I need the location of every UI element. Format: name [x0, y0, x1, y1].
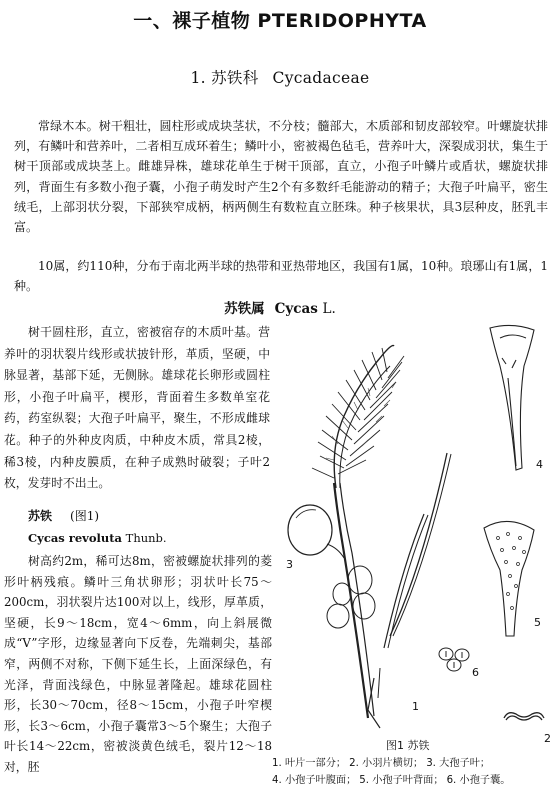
microsporophyll-ventral-drawing [490, 325, 534, 470]
leaflet-cross-section-drawing [504, 713, 544, 720]
legend-item-5: 5. 小孢子叶背面； [359, 774, 444, 786]
figure-label-2: 2 [544, 732, 551, 745]
chapter-title: 一、裸子植物 PTERIDOPHYTA [133, 10, 427, 32]
leaf-fragment-drawing [368, 453, 451, 728]
family-distribution: 10属，约110种，分布于南北两半球的热带和亚热带地区，我国有1属，10种。琅琊山有1属，1种。 [14, 259, 548, 294]
microsporophyll-dorsal-drawing [484, 521, 534, 636]
genus-description: 树干圆柱形，直立，密被宿存的木质叶基。营养叶的羽状裂片线形或状披针形，革质，坚硬，中脉显著，基部下延，无侧脉。雄球花长卵形或圆柱形，小孢子叶扁平，楔形，背面着生多数单室花药，药室纵裂；大孢子叶扁平，聚生，不形成雌球花。种子的外种皮肉质，中种皮木质，常具2棱，稀3棱，内种皮膜质，在种子成熟时破裂；子叶2枚，发芽时不出土。 [4, 325, 270, 491]
figure-legend [272, 756, 558, 789]
legend-item-4: 4. 小孢子叶腹面； [272, 774, 357, 786]
figure-reference: (图1) [70, 509, 100, 523]
family-heading [0, 66, 560, 88]
species-latin-name: Cycas revoluta [28, 531, 122, 545]
legend-item-3: 3. 大孢子叶； [426, 758, 491, 769]
family-description: 常绿木本。树干粗壮，圆柱形或成块茎状，不分枝；髓部大，木质部和韧皮部较窄。叶螺旋状排列，有鳞叶和营养叶，二者相互成环着生；鳞叶小，密被褐色毡毛，营养叶大，深裂成羽状，集生于树干顶部或成块茎上。雌雄异株，雄球花单生于树干顶部，直立，小孢子叶鳞片或盾状，螺旋状排列，背面生有多数小孢子囊，小孢子萌发时产生2个有多数纤毛能游动的精子；大孢子叶扁平，密生绒毛，上部羽状分裂，下部狭窄成柄，柄两侧生有数粒直立胚珠。种子核果状，具3层种皮，胚乳丰富。 [14, 119, 548, 235]
species-name: 苏铁 [28, 509, 53, 523]
cycas-illustration [272, 318, 560, 745]
species-description: 树高约2m，稀可达8m，密被螺旋状排列的菱形叶柄残痕。鳞叶三角状卵形；羽状叶长75～200cm，羽状裂片达100对以上，线形，厚革质，坚硬，长9～18cm，宽4～6mm，向上斜展微成“V”字形，边缘显著向下反卷，先端刺尖，基部窄，两侧不对称，下侧下延生长，上面深绿色，有光泽，背面浅绿色，中脉显著隆起。雄球花圆柱形，长30～70cm，径8～15cm，小孢子叶窄楔形，长3～6cm，小孢子囊常3～5个聚生；大孢子叶长14～22cm，密被淡黄色绒毛，裂片12～18对，胚 [4, 554, 272, 774]
figure-caption: 图1 苏铁 [386, 739, 430, 752]
megasporophyll-drawing [288, 346, 404, 719]
figure-label-5: 5 [534, 616, 541, 629]
legend-item-1: 1. 叶片一部分； [272, 758, 347, 769]
figure-label-4: 4 [536, 458, 543, 471]
species-author: Thunb. [125, 531, 167, 545]
species-heading [28, 507, 99, 524]
family-latin-name: Cycadaceae [272, 69, 370, 87]
figure-label-6: 6 [472, 666, 479, 679]
genus-heading [0, 297, 560, 317]
family-name: 1. 苏铁科 [190, 69, 259, 87]
figure-label-3: 3 [286, 558, 293, 571]
microsporangia-drawing [439, 648, 469, 671]
species-latin-heading [28, 531, 167, 545]
genus-name: 苏铁属 [224, 301, 265, 317]
legend-item-2: 2. 小羽片横切； [349, 758, 424, 769]
genus-latin-name: Cycas [274, 301, 318, 317]
figure-label-1: 1 [412, 700, 419, 713]
genus-author: L. [322, 301, 336, 317]
legend-item-6: 6. 小孢子囊。 [446, 774, 511, 786]
